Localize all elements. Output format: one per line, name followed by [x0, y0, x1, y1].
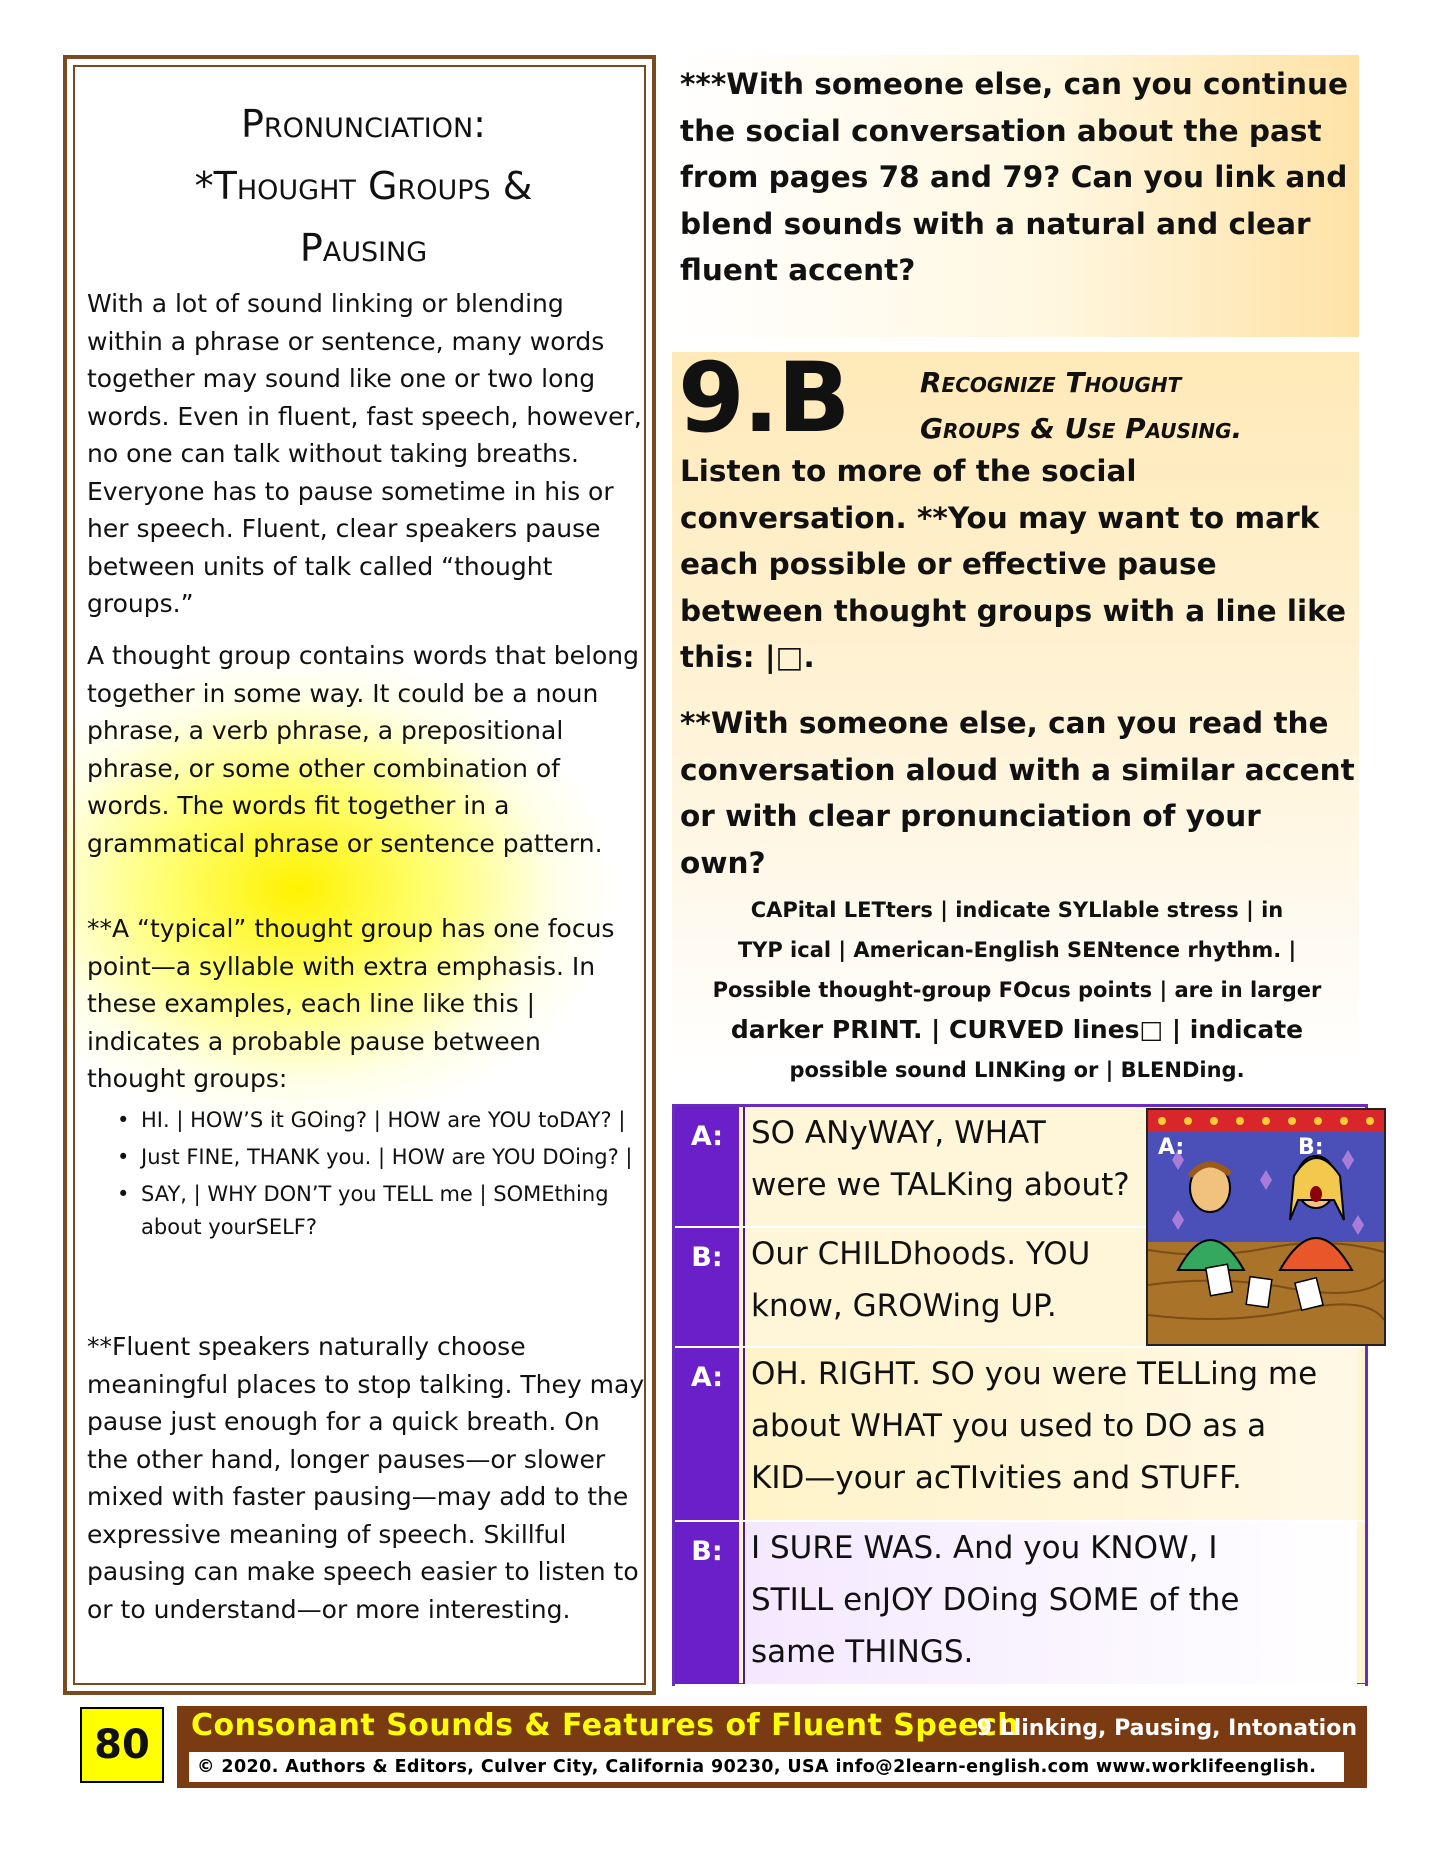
section-heading-line: Recognize Thought	[920, 366, 1182, 399]
dialogue-text	[743, 1348, 1357, 1520]
dialogue-line: SO ANyWAY, WHAT	[751, 1115, 1046, 1151]
sidebar-paragraph: **A “typical” thought group has one focus point—a syllable with extra emphasis. In these examples, each line like this | indicates a probable pause between thought groups:	[87, 914, 615, 1093]
speaker-label: A:	[675, 1107, 739, 1226]
example-item: • SAY, | WHY DON’T you TELL me | SOMEthing about yourSELF?	[109, 1178, 644, 1244]
dialogue-text	[743, 1522, 1357, 1684]
section-instructions: Listen to more of the social conversation. **You may want to mark each possible or effective pause between thought groups with a line like this: |□.	[680, 454, 1346, 674]
footer-bar	[177, 1706, 1367, 1788]
sidebar-paragraph: **Fluent speakers naturally choose meaningful places to stop talking. They may pause just enough for a quick breath. On the other hand, longer pauses—or slower mixed with faster pausing—may add to the expressive meaning of speech. Skillful pausing can make speech easier to listen to or to understand—or more interesting.	[87, 1332, 645, 1624]
dialogue-row	[675, 1348, 1365, 1522]
dialogue-line: STILL enJOY DOing SOME of the	[751, 1582, 1240, 1618]
sidebar-title-line: Pausing	[299, 226, 428, 270]
section-number: 9.B	[678, 342, 849, 454]
dialogue-line: Our CHILDhoods. YOU	[751, 1236, 1091, 1272]
legend-line: Possible thought-group FOcus points | are in larger	[712, 978, 1322, 1002]
page-number: 80	[80, 1707, 164, 1783]
legend-line: possible sound LINKing or | BLENDing.	[789, 1058, 1245, 1082]
speaker-b-label: B:	[1298, 1135, 1324, 1160]
section-question: **With someone else, can you read the conversation aloud with a similar accent or with clear pronunciation of your own?	[680, 706, 1355, 880]
dialogue-line: were we TALKing about?	[751, 1167, 1130, 1203]
section-heading-line: Groups & Use Pausing.	[920, 412, 1243, 445]
footer-book-title: Consonant Sounds & Features of Fluent Speech	[191, 1708, 1020, 1743]
footer-chapter: 9 Llinking, Pausing, Intonation	[976, 1716, 1357, 1741]
notation-legend	[682, 890, 1352, 1090]
example-item: • HI. | HOW’S it GOing? | HOW are YOU toDAY? |	[109, 1104, 644, 1137]
speaker-label: B:	[675, 1228, 739, 1346]
speaker-label: B:	[675, 1522, 739, 1684]
legend-line: CAPital LETters | indicate SYLlable stress | in	[750, 898, 1284, 922]
dialogue-row	[675, 1522, 1365, 1686]
illustration-art	[1148, 1110, 1384, 1344]
pronunciation-sidebar	[63, 55, 656, 1695]
dialogue-line: know, GROWing UP.	[751, 1288, 1057, 1324]
question-box	[672, 55, 1359, 337]
dialogue-line: about WHAT you used to DO as a	[751, 1408, 1267, 1444]
section-heading	[920, 360, 1360, 452]
sidebar-title-line: *Thought Groups &	[194, 164, 533, 208]
footer-copyright: © 2020. Authors & Editors, Culver City, California 90230, USA info@2learn-english.com www.worklifeenglish.	[189, 1752, 1344, 1782]
section-9b	[672, 342, 1359, 1082]
sidebar-title-line: Pronunciation:	[241, 102, 486, 146]
dialogue-text	[743, 1228, 1151, 1346]
dialogue-line: I SURE WAS. And you KNOW, I	[751, 1530, 1218, 1566]
legend-line: TYP ical | American-English SENtence rhythm. |	[737, 938, 1297, 962]
dialogue-line: same THINGS.	[751, 1634, 974, 1670]
dialogue-line: KID—your acTIvities and STUFF.	[751, 1460, 1242, 1496]
sidebar-title	[87, 93, 640, 279]
speaker-label: A:	[675, 1348, 739, 1520]
legend-line: darker PRINT. | CURVED lines□ | indicate	[730, 1015, 1304, 1044]
dialogue-text	[743, 1107, 1151, 1226]
sidebar-paragraph: A thought group contains words that belong together in some way. It could be a noun phrase, a verb phrase, a prepositional phrase, or some other combination of words. The words fit together in a grammatical phrase or sentence pattern.	[87, 641, 639, 858]
dialogue-line: OH. RIGHT. SO you were TELLing me	[751, 1356, 1318, 1392]
example-item: • Just FINE, THANK you. | HOW are YOU DOing? |	[109, 1141, 644, 1174]
sidebar-paragraph: With a lot of sound linking or blending within a phrase or sentence, many words together may sound like one or two long words. Even in fluent, fast speech, however, no one can talk without taking breaths. Everyone has to pause sometime in his or her speech. Fluent, clear speakers pause between units of talk called “thought groups.”	[87, 289, 642, 618]
speaker-a-label: A:	[1158, 1135, 1185, 1160]
conversation-illustration	[1146, 1108, 1386, 1346]
example-list	[109, 1104, 644, 1248]
question-text: ***With someone else, can you continue the social conversation about the past from pages 78 and 79? Can you link and blend sounds with a natural and clear fluent accent?	[680, 67, 1348, 287]
